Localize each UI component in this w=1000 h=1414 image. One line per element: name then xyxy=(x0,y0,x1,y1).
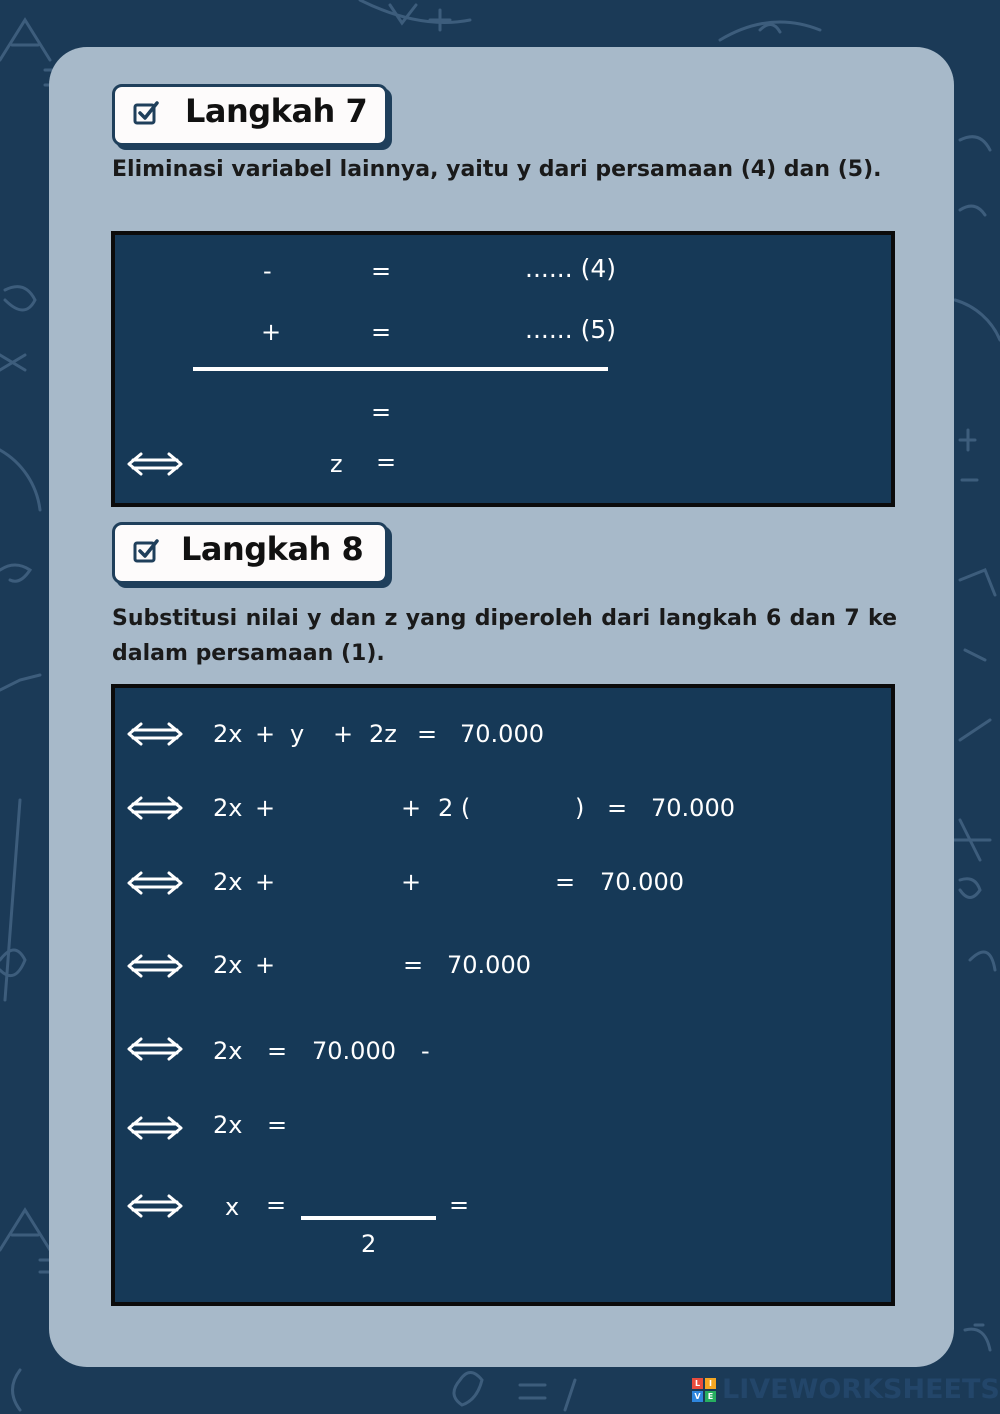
iff-arrow-icon xyxy=(127,1034,183,1064)
row-e-term-4: - xyxy=(421,1037,430,1065)
row-g-variable: x xyxy=(225,1193,240,1221)
step8-work-box xyxy=(111,684,895,1306)
row-c-term-1: 2x xyxy=(213,868,243,896)
checkbox-checked-icon xyxy=(133,100,159,126)
row-b-term-6: = xyxy=(607,794,628,822)
row-b-term-3: + xyxy=(401,794,422,822)
iff-arrow-icon xyxy=(127,868,183,898)
step7-title: Langkah 7 xyxy=(185,92,368,130)
iff-arrow-icon xyxy=(127,793,183,823)
row-c-term-3: + xyxy=(401,868,422,896)
fraction-bar xyxy=(301,1216,436,1220)
iff-arrow-icon xyxy=(127,1191,183,1221)
step7-row4-variable: z xyxy=(330,450,343,478)
step8-title: Langkah 8 xyxy=(181,530,364,568)
row-a-term-1: 2x xyxy=(213,720,243,748)
row-c-term-5: 70.000 xyxy=(600,868,684,896)
row-c-term-2: + xyxy=(255,868,276,896)
row-a-term-7: 70.000 xyxy=(460,720,544,748)
row-a-term-6: = xyxy=(417,720,438,748)
step8-instruction: Substitusi nilai y dan z yang diperoleh dari langkah 6 dan 7 ke dalam persamaan (1). xyxy=(112,606,897,666)
row-f-term-2: = xyxy=(267,1111,288,1139)
step7-row1-equals: = xyxy=(371,257,392,285)
row-a-term-3: y xyxy=(290,720,305,748)
iff-arrow-icon xyxy=(127,1113,183,1143)
step7-row4-equals: = xyxy=(376,448,397,476)
row-d-term-2: + xyxy=(255,951,276,979)
row-e-term-1: 2x xyxy=(213,1037,243,1065)
step7-instruction: Eliminasi variabel lainnya, yaitu y dari persamaan (4) dan (5). xyxy=(112,157,882,182)
step8-header xyxy=(112,522,388,584)
brand-wordmark: LIVEWORKSHEETS xyxy=(722,1374,1000,1405)
row-g-equals-2: = xyxy=(449,1191,470,1219)
row-d-term-3: = xyxy=(403,951,424,979)
step7-row2-operator: + xyxy=(261,318,282,346)
step7-row2-tag: ...... (5) xyxy=(525,315,617,344)
row-e-term-3: 70.000 xyxy=(312,1037,396,1065)
row-b-term-7: 70.000 xyxy=(651,794,735,822)
step7-row3-equals: = xyxy=(371,398,392,426)
row-b-term-2: + xyxy=(255,794,276,822)
row-d-term-4: 70.000 xyxy=(447,951,531,979)
row-e-term-2: = xyxy=(267,1037,288,1065)
iff-arrow-icon xyxy=(127,449,183,479)
row-b-term-1: 2x xyxy=(213,794,243,822)
step7-row2-equals: = xyxy=(371,318,392,346)
row-c-term-4: = xyxy=(555,868,576,896)
checkbox-checked-icon xyxy=(133,538,159,564)
step7-sum-line xyxy=(193,367,608,371)
row-d-term-1: 2x xyxy=(213,951,243,979)
fraction-denominator: 2 xyxy=(361,1230,377,1258)
step7-work-box xyxy=(111,231,895,507)
row-a-term-4: + xyxy=(333,720,354,748)
row-f-term-1: 2x xyxy=(213,1111,243,1139)
row-a-term-2: + xyxy=(255,720,276,748)
step7-row1-operator: - xyxy=(263,257,272,285)
step7-header xyxy=(112,84,388,146)
row-g-equals-1: = xyxy=(266,1191,287,1219)
step7-row1-tag: ...... (4) xyxy=(525,254,617,283)
iff-arrow-icon xyxy=(127,719,183,749)
row-b-term-5: ) xyxy=(575,794,585,822)
row-b-term-4: 2 ( xyxy=(438,794,471,822)
row-a-term-5: 2z xyxy=(369,720,397,748)
iff-arrow-icon xyxy=(127,951,183,981)
liveworksheets-logo-icon: L I V E xyxy=(692,1378,716,1402)
